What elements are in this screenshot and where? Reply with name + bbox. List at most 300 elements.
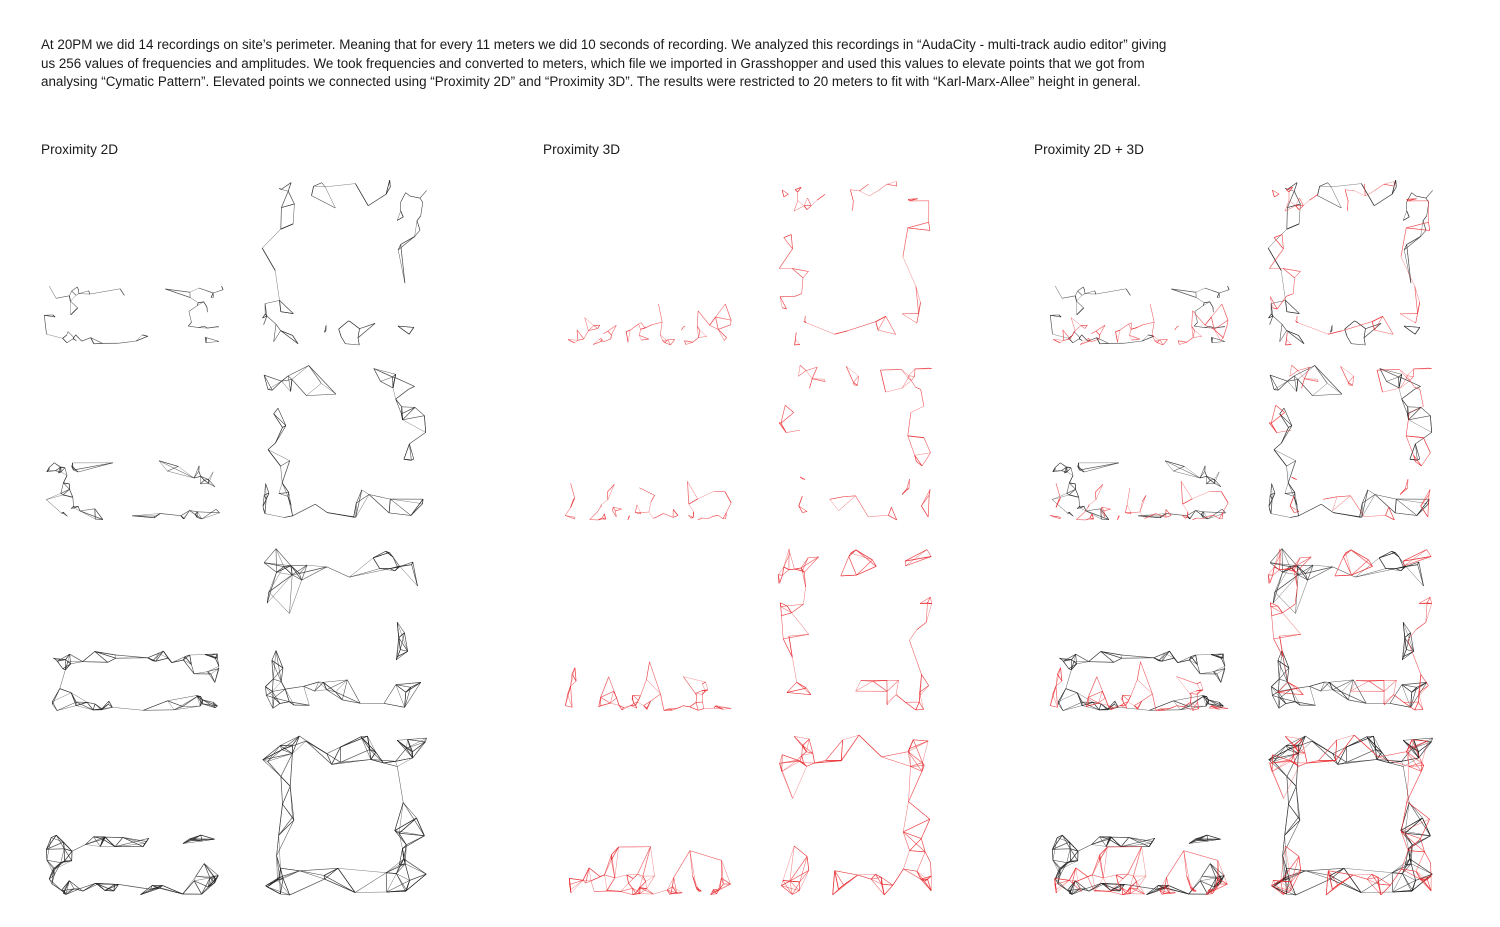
column-title-proximity-3d: Proximity 3D	[543, 142, 621, 157]
proximity-line	[345, 344, 359, 345]
proximity-line	[1184, 466, 1200, 478]
proximity-line	[1374, 194, 1392, 206]
proximity-line	[698, 709, 704, 711]
proximity-line	[1128, 696, 1131, 702]
proximity-line	[923, 741, 929, 763]
plan-view	[1269, 735, 1433, 895]
proximity-line	[920, 695, 923, 709]
proximity-line	[262, 248, 275, 270]
proximity-line	[804, 198, 808, 206]
proximity-line	[1351, 550, 1372, 566]
proximity-line	[1131, 512, 1140, 513]
proximity-line	[780, 763, 782, 771]
proximity-line	[105, 837, 115, 847]
proximity-line	[272, 679, 273, 691]
proximity-line	[654, 517, 657, 518]
proximity-line	[778, 575, 782, 576]
proximity-line	[61, 493, 63, 495]
proximity-line	[1418, 302, 1420, 313]
proximity-line	[643, 847, 651, 876]
proximity-line	[1096, 484, 1103, 499]
proximity-line	[1067, 483, 1070, 494]
proximity-line	[909, 802, 930, 820]
proximity-line	[905, 561, 906, 566]
proximity-line	[685, 341, 693, 342]
proximity-line	[407, 874, 427, 890]
proximity-line	[267, 316, 276, 324]
proximity-line	[605, 875, 608, 891]
proximity-line	[46, 495, 63, 500]
proximity-line	[360, 323, 376, 328]
proximity-line	[268, 761, 281, 776]
proximity-line	[417, 818, 425, 836]
proximity-line	[924, 438, 931, 453]
proximity-line	[1062, 471, 1068, 472]
proximity-line	[1274, 235, 1282, 238]
proximity-line	[1392, 551, 1399, 557]
proximity-line	[397, 767, 403, 803]
proximity-line	[1348, 700, 1366, 703]
column-title-proximity-2d: Proximity 2D	[41, 142, 119, 157]
proximity-line	[309, 366, 336, 395]
proximity-line	[1089, 505, 1090, 506]
proximity-line	[190, 298, 198, 303]
proximity-line	[71, 301, 78, 308]
proximity-line	[291, 379, 292, 391]
proximity-line	[641, 512, 649, 513]
proximity-line	[886, 316, 896, 334]
proximity-line	[1395, 513, 1417, 516]
proximity-line	[903, 832, 921, 839]
proximity-line	[1404, 326, 1415, 334]
proximity-line	[922, 675, 929, 686]
proximity-line	[312, 186, 314, 195]
proximity-line	[615, 847, 619, 878]
proximity-line	[78, 289, 79, 293]
proximity-line	[902, 378, 908, 388]
proximity-line	[1183, 504, 1188, 512]
proximity-line	[194, 878, 210, 881]
proximity-line	[1269, 249, 1283, 269]
proximity-line	[1365, 184, 1366, 196]
proximity-line	[1277, 296, 1287, 309]
proximity-line	[915, 453, 931, 456]
proximity-line	[263, 760, 281, 777]
proximity-line	[401, 245, 405, 284]
proximity-line	[633, 874, 638, 879]
proximity-line	[911, 406, 924, 412]
proximity-line	[1082, 335, 1088, 341]
proximity-line	[1205, 317, 1211, 325]
proximity-line	[1211, 304, 1222, 317]
proximity-line	[594, 326, 598, 329]
proximity-line	[638, 324, 640, 329]
proximity-line	[1270, 603, 1277, 606]
proximity-line	[1066, 670, 1072, 689]
proximity-line	[919, 302, 921, 313]
proximity-line	[780, 297, 786, 309]
proximity-line	[1058, 689, 1066, 705]
proximity-line	[1428, 495, 1429, 517]
proximity-line	[291, 565, 307, 566]
proximity-line	[1383, 316, 1394, 334]
plan-view	[1268, 180, 1433, 345]
proximity-line	[849, 550, 856, 557]
proximity-line	[1187, 512, 1188, 518]
proximity-line	[903, 802, 908, 832]
proximity-line	[307, 565, 327, 567]
proximity-line	[1287, 466, 1289, 483]
proximity-line	[725, 304, 731, 320]
proximity-line	[1064, 339, 1070, 340]
proximity-line	[1396, 180, 1397, 187]
proximity-line	[1423, 438, 1430, 453]
proximity-line	[1197, 684, 1201, 691]
elevation-view	[1050, 461, 1228, 520]
proximity-line	[1066, 689, 1077, 693]
proximity-line	[1076, 868, 1078, 881]
proximity-line	[1084, 289, 1085, 293]
proximity-line	[1184, 851, 1191, 887]
proximity-line	[290, 754, 292, 787]
proximity-line	[908, 376, 909, 378]
proximity-line	[1282, 324, 1287, 330]
proximity-line	[398, 326, 414, 327]
proximity-line	[848, 322, 876, 331]
proximity-line	[1110, 891, 1123, 894]
diagram-panel	[1050, 549, 1431, 711]
proximity-line	[803, 512, 808, 513]
proximity-line	[389, 513, 411, 516]
proximity-line	[323, 680, 347, 682]
proximity-line	[1274, 450, 1287, 467]
proximity-line	[63, 495, 73, 497]
proximity-line	[1071, 318, 1075, 331]
proximity-line	[607, 492, 608, 500]
proximity-line	[902, 489, 909, 495]
elevation-view	[568, 304, 731, 345]
proximity-line	[196, 864, 204, 877]
proximity-line	[690, 707, 699, 711]
proximity-line	[395, 831, 407, 845]
proximity-line	[83, 662, 108, 663]
proximity-line	[1116, 332, 1118, 343]
proximity-line	[181, 511, 190, 516]
proximity-line	[1278, 381, 1287, 390]
proximity-line	[798, 371, 806, 377]
proximity-line	[265, 514, 284, 518]
diagram-panel	[46, 736, 426, 895]
proximity-line	[1200, 876, 1202, 881]
proximity-line	[1073, 339, 1079, 343]
proximity-line	[565, 508, 570, 516]
proximity-line	[608, 331, 612, 335]
plan-view	[263, 366, 426, 518]
proximity-line	[1124, 341, 1142, 343]
proximity-line	[860, 184, 869, 191]
elevation-view	[44, 286, 223, 344]
proximity-line	[1083, 287, 1084, 289]
proximity-line	[1197, 682, 1201, 684]
proximity-line	[1196, 288, 1205, 292]
proximity-line	[327, 513, 353, 518]
proximity-line	[211, 293, 213, 297]
proximity-line	[599, 703, 611, 707]
proximity-line	[1341, 366, 1349, 382]
proximity-line	[915, 455, 922, 466]
proximity-line	[1167, 851, 1184, 878]
proximity-line	[1278, 692, 1279, 709]
proximity-line	[876, 322, 878, 331]
proximity-line	[909, 369, 915, 376]
proximity-line	[605, 855, 612, 875]
proximity-line	[697, 311, 698, 326]
proximity-line	[1056, 668, 1061, 687]
proximity-line	[1375, 330, 1394, 334]
proximity-line	[917, 622, 926, 629]
proximity-line	[1194, 322, 1197, 326]
proximity-line	[1217, 293, 1219, 297]
proximity-line	[906, 557, 932, 566]
proximity-line	[1284, 408, 1292, 426]
proximity-line	[661, 694, 664, 711]
proximity-line	[405, 864, 426, 874]
proximity-line	[1179, 342, 1186, 344]
proximity-line	[633, 695, 641, 696]
proximity-line	[70, 489, 73, 497]
proximity-line	[1408, 640, 1421, 674]
proximity-line	[273, 704, 280, 709]
plan-view	[264, 549, 421, 709]
proximity-line	[386, 873, 396, 874]
proximity-line	[812, 367, 817, 379]
proximity-line	[1304, 367, 1309, 379]
proximity-line	[686, 342, 693, 344]
proximity-line	[1194, 326, 1204, 328]
proximity-line	[808, 198, 812, 206]
proximity-line	[322, 183, 326, 187]
proximity-line	[1278, 679, 1279, 691]
proximity-line	[1426, 190, 1433, 198]
proximity-line	[282, 461, 290, 483]
proximity-line	[1100, 855, 1104, 878]
proximity-line	[395, 378, 415, 387]
proximity-line	[52, 689, 60, 705]
proximity-line	[1137, 876, 1147, 882]
proximity-line	[927, 550, 931, 557]
proximity-line	[1299, 335, 1305, 343]
proximity-line	[698, 491, 714, 499]
proximity-line	[718, 329, 726, 337]
diagram-panel	[1050, 180, 1432, 345]
proximity-line	[1055, 878, 1070, 880]
proximity-line	[911, 377, 914, 381]
proximity-line	[206, 342, 219, 343]
proximity-line	[780, 603, 781, 607]
proximity-line	[1201, 682, 1203, 690]
proximity-line	[399, 803, 403, 834]
proximity-line	[1058, 704, 1063, 710]
proximity-line	[1403, 561, 1404, 566]
proximity-line	[201, 835, 215, 839]
proximity-line	[1290, 371, 1298, 377]
proximity-line	[908, 436, 924, 438]
proximity-line	[204, 302, 207, 308]
proximity-line	[909, 376, 915, 377]
proximity-line	[784, 549, 789, 567]
proximity-line	[1221, 338, 1224, 341]
proximity-line	[1318, 196, 1342, 208]
proximity-line	[216, 509, 220, 513]
proximity-line	[314, 183, 322, 187]
proximity-line	[1210, 302, 1213, 308]
proximity-line	[281, 466, 283, 483]
plan-view	[779, 365, 932, 520]
proximity-line	[421, 202, 423, 215]
proximity-line	[1287, 224, 1299, 229]
proximity-line	[1268, 575, 1273, 576]
proximity-line	[1077, 295, 1083, 301]
proximity-line	[638, 323, 641, 324]
proximity-line	[190, 655, 205, 656]
proximity-line	[197, 512, 219, 513]
proximity-line	[324, 876, 355, 893]
proximity-line	[1280, 324, 1282, 342]
proximity-line	[607, 484, 614, 492]
proximity-line	[1205, 288, 1213, 291]
proximity-line	[782, 616, 784, 639]
proximity-line	[281, 183, 291, 190]
proximity-line	[798, 365, 800, 376]
proximity-line	[276, 549, 277, 573]
proximity-line	[321, 383, 336, 394]
proximity-line	[783, 881, 790, 882]
proximity-line	[1052, 495, 1069, 500]
proximity-line	[1060, 463, 1067, 467]
proximity-line	[207, 672, 214, 683]
proximity-line	[349, 569, 379, 578]
proximity-line	[410, 196, 420, 198]
proximity-line	[916, 702, 920, 710]
proximity-line	[406, 740, 407, 749]
proximity-line	[621, 891, 633, 894]
elevation-view	[1052, 835, 1227, 895]
proximity-line	[1105, 698, 1108, 706]
proximity-line	[856, 496, 869, 517]
proximity-line	[1085, 291, 1095, 294]
proximity-line	[1133, 847, 1141, 876]
proximity-line	[635, 505, 637, 513]
proximity-line	[268, 450, 290, 461]
proximity-line	[1282, 549, 1297, 566]
proximity-line	[403, 420, 426, 433]
proximity-line	[718, 325, 730, 330]
proximity-line	[415, 407, 425, 415]
proximity-line	[1283, 871, 1305, 880]
proximity-line	[411, 499, 423, 515]
proximity-line	[1415, 702, 1419, 710]
proximity-line	[673, 516, 678, 518]
proximity-line	[49, 879, 61, 890]
proximity-line	[800, 857, 807, 882]
proximity-line	[1091, 331, 1095, 333]
proximity-line	[136, 336, 148, 341]
proximity-line	[1375, 495, 1395, 513]
proximity-line	[887, 695, 896, 705]
proximity-line	[628, 330, 630, 342]
proximity-line	[1192, 311, 1193, 326]
proximity-line	[928, 495, 929, 517]
proximity-line	[70, 654, 71, 664]
proximity-line	[571, 668, 575, 687]
proximity-line	[1165, 461, 1200, 478]
proximity-line	[60, 670, 66, 689]
proximity-line	[1131, 680, 1138, 696]
proximity-line	[167, 466, 178, 471]
proximity-line	[1090, 514, 1092, 518]
proximity-line	[1368, 490, 1375, 495]
proximity-line	[263, 750, 282, 760]
proximity-line	[1183, 499, 1193, 504]
proximity-line	[1394, 695, 1404, 703]
proximity-line	[279, 820, 294, 835]
proximity-line	[1130, 894, 1145, 895]
proximity-line	[1343, 550, 1351, 557]
proximity-line	[1069, 880, 1078, 881]
proximity-line	[393, 388, 396, 399]
proximity-line	[368, 194, 386, 206]
proximity-line	[71, 308, 78, 315]
proximity-line	[688, 481, 689, 504]
proximity-line	[643, 876, 646, 881]
proximity-line	[1406, 228, 1430, 231]
proximity-line	[1210, 479, 1214, 480]
proximity-line	[565, 706, 572, 708]
proximity-line	[1291, 689, 1300, 705]
proximity-line	[83, 652, 95, 662]
proximity-line	[1078, 845, 1092, 852]
proximity-line	[784, 194, 789, 197]
diagram-panel	[565, 365, 932, 520]
proximity-line	[1076, 489, 1079, 497]
proximity-line	[1217, 674, 1221, 682]
proximity-line	[779, 423, 786, 433]
proximity-line	[1214, 329, 1223, 337]
proximity-line	[591, 875, 605, 881]
proximity-line	[850, 190, 853, 201]
proximity-line	[1272, 613, 1283, 616]
proximity-line	[1170, 706, 1177, 709]
proximity-line	[1274, 390, 1278, 391]
proximity-line	[95, 509, 96, 519]
proximity-line	[1362, 495, 1375, 518]
proximity-line	[611, 335, 612, 339]
proximity-line	[268, 443, 275, 450]
proximity-line	[929, 222, 930, 230]
proximity-line	[1293, 278, 1294, 294]
proximity-line	[1287, 331, 1304, 344]
proximity-line	[142, 335, 148, 336]
proximity-line	[593, 340, 599, 345]
proximity-line	[199, 471, 201, 476]
proximity-line	[626, 332, 628, 343]
proximity-line	[290, 879, 325, 895]
proximity-line	[386, 873, 387, 892]
proximity-line	[1202, 876, 1216, 878]
proximity-line	[356, 495, 369, 518]
proximity-line	[68, 332, 74, 338]
proximity-line	[279, 483, 282, 494]
